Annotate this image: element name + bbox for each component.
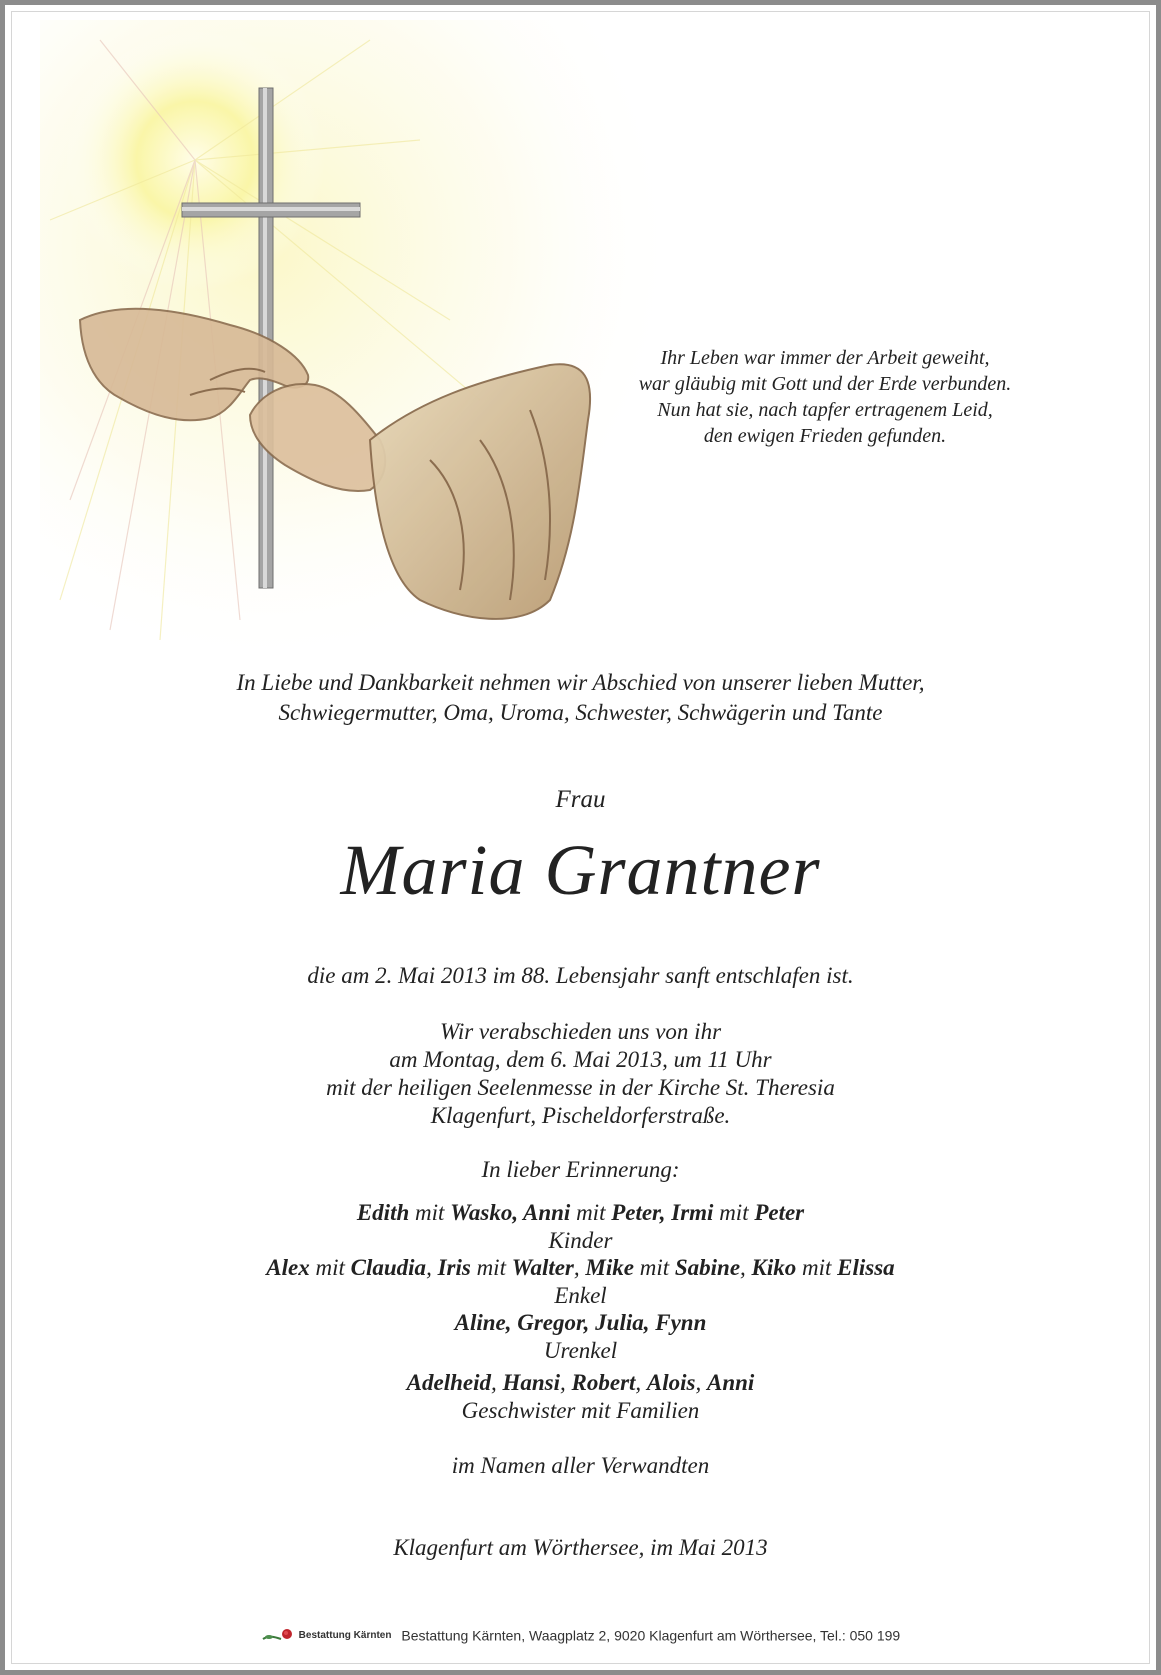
poem-line: war gläubig mit Gott und der Erde verbunden.: [638, 373, 1012, 395]
family-name: Peter: [754, 1200, 805, 1225]
great-grandchildren-names: [0, 1309, 1161, 1337]
separator: ,: [491, 1370, 497, 1395]
connector: mit: [476, 1255, 506, 1280]
great-grandchildren-label: Urenkel: [543, 1337, 618, 1363]
separator: ,: [635, 1370, 642, 1395]
children-label: Kinder: [548, 1227, 613, 1253]
family-name: Adelheid: [406, 1370, 491, 1395]
family-name: Mike: [585, 1255, 634, 1280]
children-names: [0, 1199, 1161, 1227]
separator: ,: [573, 1255, 580, 1280]
farewell-intro: [0, 668, 1161, 728]
family-name: Kiko: [751, 1255, 797, 1280]
family-name: Wasko, Anni: [450, 1200, 571, 1225]
funeral-line: Wir verabschieden uns von ihr: [439, 1019, 722, 1044]
salutation: Frau: [555, 786, 606, 813]
intro-line: In Liebe und Dankbarkeit nehmen wir Abschied von unserer lieben Mutter,: [236, 670, 925, 695]
family-name: Alois: [646, 1370, 696, 1395]
connector: mit: [315, 1255, 345, 1280]
footer: [0, 1625, 1161, 1646]
separator: ,: [695, 1370, 702, 1395]
family-name: Alex: [266, 1255, 310, 1280]
memorial-poem: [580, 345, 1070, 449]
funeral-line: am Montag, dem 6. Mai 2013, um 11 Uhr: [389, 1047, 772, 1072]
death-notice: die am 2. Mai 2013 im 88. Lebensjahr sanft entschlafen ist.: [307, 963, 854, 988]
family-name: Robert: [571, 1370, 636, 1395]
rose-logo-icon: [261, 1625, 295, 1646]
poem-line: Ihr Leben war immer der Arbeit geweiht,: [660, 347, 990, 369]
place-and-date: Klagenfurt am Wörthersee, im Mai 2013: [393, 1535, 768, 1560]
family-name: Iris: [437, 1255, 471, 1280]
siblings-names: [0, 1369, 1161, 1397]
family-name: Anni: [707, 1370, 755, 1395]
siblings-label: Geschwister mit Familien: [461, 1397, 700, 1423]
connector: mit: [576, 1200, 606, 1225]
family-name: Peter, Irmi: [611, 1200, 714, 1225]
separator: ,: [560, 1370, 566, 1395]
poem-line: den ewigen Frieden gefunden.: [703, 425, 947, 447]
grandchildren-names: [0, 1254, 1161, 1282]
funeral-details: [0, 1018, 1161, 1130]
family-name: Walter: [511, 1255, 574, 1280]
funeral-line: mit der heiligen Seelenmesse in der Kirche St. Theresia: [326, 1075, 835, 1100]
connector: mit: [802, 1255, 832, 1280]
memory-label: In lieber Erinnerung:: [481, 1157, 680, 1182]
family-list: [0, 1199, 1161, 1424]
family-name: Edith: [356, 1200, 410, 1225]
behalf-line: im Namen aller Verwandten: [451, 1453, 710, 1478]
grandchildren-label: Enkel: [554, 1282, 607, 1308]
footer-address: Bestattung Kärnten, Waagplatz 2, 9020 Klagenfurt am Wörthersee, Tel.: 050 199: [401, 1627, 901, 1644]
family-name: Aline, Gregor, Julia, Fynn: [454, 1310, 707, 1335]
separator: ,: [426, 1255, 432, 1280]
family-name: Hansi: [502, 1370, 561, 1395]
family-name: Elissa: [837, 1255, 895, 1280]
family-name: Claudia: [350, 1255, 427, 1280]
intro-line: Schwiegermutter, Oma, Uroma, Schwester, Schwägerin und Tante: [278, 700, 883, 725]
connector: mit: [639, 1255, 670, 1280]
family-name: Sabine: [674, 1255, 741, 1280]
separator: ,: [740, 1255, 746, 1280]
footer-brand: Bestattung Kärnten: [298, 1630, 392, 1641]
funeral-line: Klagenfurt, Pischeldorferstraße.: [430, 1103, 731, 1128]
connector: mit: [415, 1200, 445, 1225]
connector: mit: [719, 1200, 749, 1225]
deceased-name: Maria Grantner: [340, 830, 821, 910]
poem-line: Nun hat sie, nach tapfer ertragenem Leid,: [657, 399, 993, 421]
